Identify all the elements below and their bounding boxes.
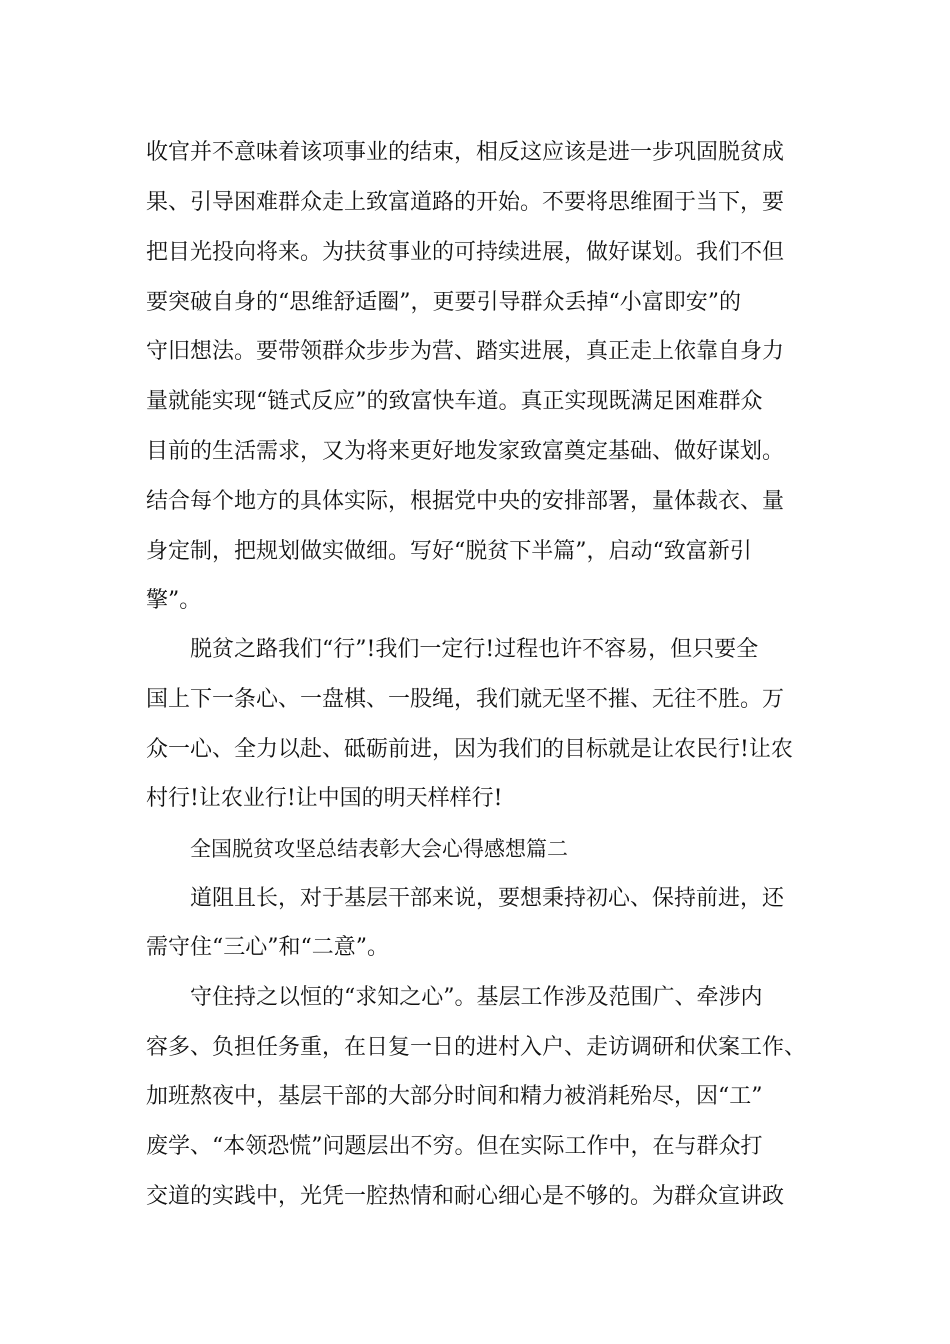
text-line: 国上下一条心、一盘棋、一股绳，我们就无坚不摧、无往不胜。万 xyxy=(146,687,785,712)
text-line: 身定制，把规划做实做细。写好“脱贫下半篇”，启动“致富新引 xyxy=(146,539,752,564)
text-line: 容多、负担任务重，在日复一日的进村入户、走访调研和伏案工作、 xyxy=(146,1035,807,1060)
text-line: 脱贫之路我们“行”!我们一定行!过程也许不容易，但只要全 xyxy=(190,637,759,662)
text-line: 废学、“本领恐慌”问题层出不穷。但在实际工作中，在与群众打 xyxy=(146,1134,763,1159)
text-line: 守住持之以恒的“求知之心”。基层工作涉及范围广、牵涉内 xyxy=(190,985,763,1010)
text-line: 加班熬夜中，基层干部的大部分时间和精力被消耗殆尽，因“工” xyxy=(146,1084,763,1109)
text-line: 道阻且长，对于基层干部来说，要想秉持初心、保持前进，还 xyxy=(190,886,785,911)
section-heading: 全国脱贫攻坚总结表彰大会心得感想篇二 xyxy=(190,837,568,861)
text-line: 守旧想法。要带领群众步步为营、踏实进展，真正走上依靠自身力 xyxy=(146,339,785,364)
text-line: 目前的生活需求，又为将来更好地发家致富奠定基础、做好谋划。 xyxy=(146,439,785,464)
text-line: 把目光投向将来。为扶贫事业的可持续进展，做好谋划。我们不但 xyxy=(146,240,785,265)
text-line: 果、引导困难群众走上致富道路的开始。不要将思维囿于当下，要 xyxy=(146,190,785,215)
text-line: 收官并不意味着该项事业的结束，相反这应该是进一步巩固脱贫成 xyxy=(146,140,785,165)
text-line: 村行!让农业行!让中国的明天样样行! xyxy=(146,786,503,811)
text-line: 要突破自身的“思维舒适圈”，更要引导群众丢掉“小富即安”的 xyxy=(146,290,741,315)
text-line: 量就能实现“链式反应”的致富快车道。真正实现既满足困难群众 xyxy=(146,389,763,414)
text-line: 结合每个地方的具体实际，根据党中央的安排部署，量体裁衣、量 xyxy=(146,489,785,514)
text-line: 众一心、全力以赴、砥砺前进，因为我们的目标就是让农民行!让农 xyxy=(146,737,793,762)
text-line: 擎”。 xyxy=(146,588,202,613)
text-line: 需守住“三心”和“二意”。 xyxy=(146,935,389,960)
text-line: 交道的实践中，光凭一腔热情和耐心细心是不够的。为群众宣讲政 xyxy=(146,1184,785,1209)
